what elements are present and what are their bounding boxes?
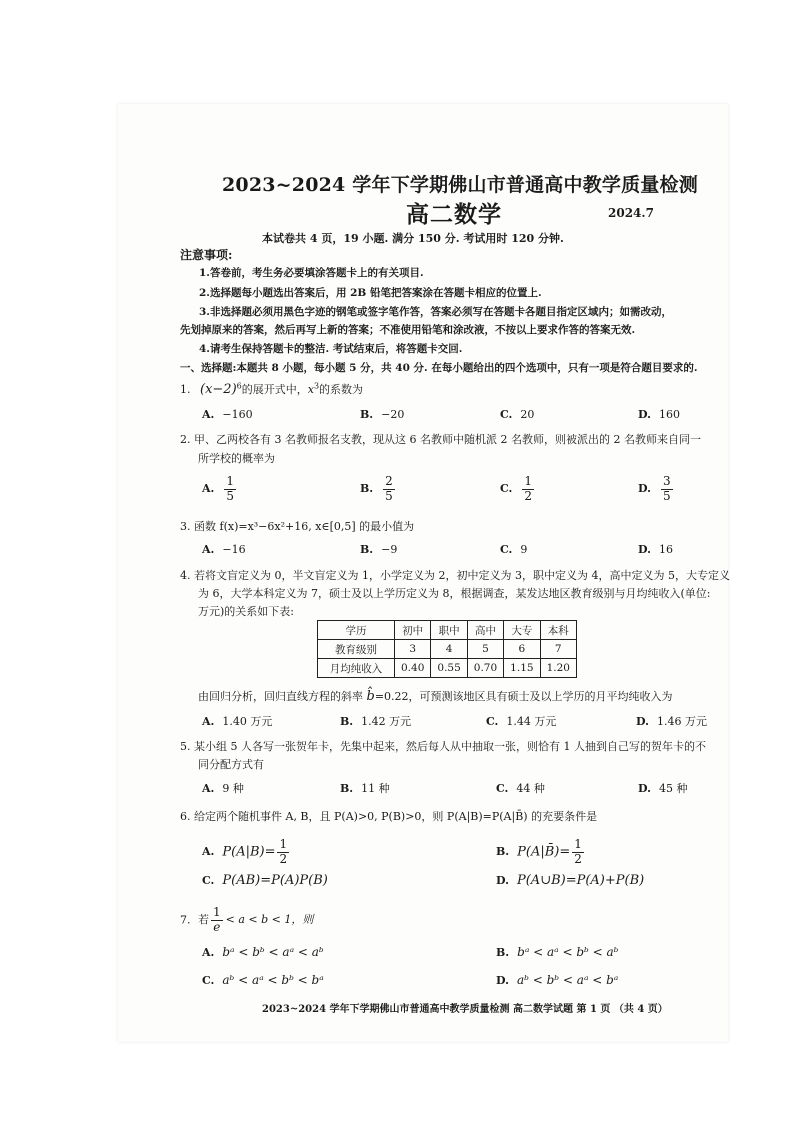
q1-option-d[interactable]: D. 160 — [638, 408, 680, 421]
table-cell: 6 — [504, 640, 540, 659]
table-cell: 本科 — [540, 621, 576, 640]
q3-option-d[interactable]: D. 16 — [638, 543, 673, 556]
q6-option-a[interactable]: A. P(A|B)= $\frac{1}{2}$ — [202, 837, 288, 866]
q3-option-c[interactable]: C. 9 — [500, 543, 528, 556]
q5-option-b[interactable]: B. 11 种 — [340, 782, 390, 795]
notes-heading: 注意事项: — [180, 248, 233, 262]
q6-option-c[interactable]: C. P(AB)=P(A)P(B) — [202, 873, 328, 888]
question-4-followup: 由回归分析，回归直线方程的斜率 b̂=0.22，可预测该地区具有硕士及以上学历的月平均纯收入为 — [198, 689, 673, 704]
table-cell: 月均纯收入 — [318, 659, 395, 678]
q7-option-b[interactable]: B. bᵃ < aᵃ < bᵇ < aᵇ — [496, 945, 619, 959]
note-item: 1.答卷前，考生务必要填涂答题卡上的有关项目. — [199, 267, 424, 279]
table-cell: 3 — [395, 640, 431, 659]
table-cell: 5 — [467, 640, 503, 659]
table-cell: 高中 — [467, 621, 503, 640]
question-2-line1: 2. 甲、乙两校各有 3 名教师报名支教，现从这 6 名教师中随机派 2 名教师，则被派出的 2 名教师来自同一 — [180, 433, 701, 446]
q4-option-c[interactable]: C. 1.44 万元 — [486, 715, 557, 728]
q6-option-d[interactable]: D. P(A∪B)=P(A)+P(B) — [496, 873, 645, 888]
question-4-line2: 为 6，大学本科定义为 7，硕士及以上学历定义为 8，根据调查，某发达地区教育级别与月均纯收入(单位: — [198, 587, 711, 600]
table-cell: 大专 — [504, 621, 540, 640]
q3-option-a[interactable]: A. −16 — [202, 543, 246, 556]
note-item: 先划掉原来的答案，然后再写上新的答案；不准使用铅笔和涂改液，不按以上要求作答的答案无效. — [180, 324, 636, 336]
question-5-line2: 同分配方式有 — [198, 758, 264, 771]
subject-title: 高二数学 — [406, 201, 502, 228]
note-item: 4.请考生保持答题卡的整洁. 考试结束后，将答题卡交回. — [199, 343, 463, 355]
q7-option-d[interactable]: D. aᵇ < bᵇ < aᵃ < bᵃ — [496, 973, 619, 987]
q1-option-b[interactable]: B. −20 — [360, 408, 405, 421]
q5-option-d[interactable]: D. 45 种 — [638, 782, 688, 795]
table-cell: 1.15 — [504, 659, 540, 678]
exam-date: 2024.7 — [608, 206, 654, 220]
q4-option-d[interactable]: D. 1.46 万元 — [636, 715, 707, 728]
question-5-line1: 5. 某小组 5 人各写一张贺年卡，先集中起来，然后每人从中抽取一张，则恰有 1 人抽到自己写的贺年卡的不 — [180, 740, 706, 753]
q7-option-c[interactable]: C. aᵇ < aᵃ < bᵇ < bᵃ — [202, 973, 324, 987]
q5-option-c[interactable]: C. 44 种 — [496, 782, 545, 795]
question-4-line3: 万元)的关系如下表: — [198, 605, 294, 618]
question-6: 6. 给定两个随机事件 A, B，且 P(A)>0, P(B)>0，则 P(A|B)=P(A|B̄) 的充要条件是 — [180, 810, 598, 823]
table-cell: 0.55 — [431, 659, 467, 678]
table-cell: 7 — [540, 640, 576, 659]
question-2-line2: 所学校的概率为 — [198, 452, 275, 465]
q4-option-b[interactable]: B. 1.42 万元 — [340, 715, 412, 728]
table-cell: 初中 — [395, 621, 431, 640]
exam-info: 本试卷共 4 页，19 小题. 满分 150 分. 考试用时 120 分钟. — [262, 232, 564, 245]
note-item: 2.选择题每小题选出答案后，用 2B 铅笔把答案涂在答题卡相应的位置上. — [199, 287, 542, 299]
question-4-line1: 4. 若将文盲定义为 0，半文盲定义为 1，小学定义为 2，初中定义为 3，职中定义为 4，高中定义为 5，大专定义 — [180, 569, 730, 582]
table-header-row — [318, 621, 577, 640]
table-cell: 0.40 — [395, 659, 431, 678]
question-3: 3. 函数 f(x)=x³−6x²+16, x∈[0,5] 的最小值为 — [180, 520, 415, 533]
note-item: 3.非选择题必须用黑色字迹的钢笔或签字笔作答，答案必须写在答题卡各题目指定区域内；如需改动， — [199, 306, 672, 318]
q6-option-b[interactable]: B. P(A|B̄)= $\frac{1}{2}$ — [496, 837, 582, 866]
q2-option-d[interactable]: D. $\frac{3}{5}$ — [638, 474, 671, 503]
page-footer: 2023~2024 学年下学期佛山市普通高中教学质量检测 高二数学试题 第 1 页 （共 4 页） — [262, 1004, 668, 1015]
q7-option-a[interactable]: A. bᵃ < bᵇ < aᵃ < aᵇ — [202, 945, 324, 959]
question-7: 7. 若 $\frac{1}{e}$ < a < b < 1，则 — [180, 905, 314, 934]
table-cell: 4 — [431, 640, 467, 659]
table-cell: 1.20 — [540, 659, 576, 678]
q2-option-c[interactable]: C. $\frac{1}{2}$ — [500, 474, 533, 503]
q5-option-a[interactable]: A. 9 种 — [202, 782, 244, 795]
q1-option-c[interactable]: C. 20 — [500, 408, 535, 421]
q2-option-a[interactable]: A. $\frac{1}{5}$ — [202, 474, 235, 503]
q2-option-b[interactable]: B. $\frac{2}{5}$ — [360, 474, 393, 503]
education-income-table — [317, 620, 577, 678]
q1-option-a[interactable]: A. −160 — [202, 408, 253, 421]
table-cell: 学历 — [318, 621, 395, 640]
table-cell: 职中 — [431, 621, 467, 640]
exam-title: 2023~2024 学年下学期佛山市普通高中教学质量检测 — [222, 174, 698, 196]
question-1: 1. $(x-2)^6$的展开式中，$x^3$的系数为 — [180, 381, 364, 397]
table-row — [318, 640, 577, 659]
q3-option-b[interactable]: B. −9 — [360, 543, 398, 556]
q4-option-a[interactable]: A. 1.40 万元 — [202, 715, 273, 728]
table-cell: 0.70 — [467, 659, 503, 678]
table-cell: 教育级别 — [318, 640, 395, 659]
table-row — [318, 659, 577, 678]
section-heading: 一、选择题:本题共 8 小题，每小题 5 分，共 40 分. 在每小题给出的四个选项中，只有一项是符合题目要求的. — [180, 362, 698, 374]
